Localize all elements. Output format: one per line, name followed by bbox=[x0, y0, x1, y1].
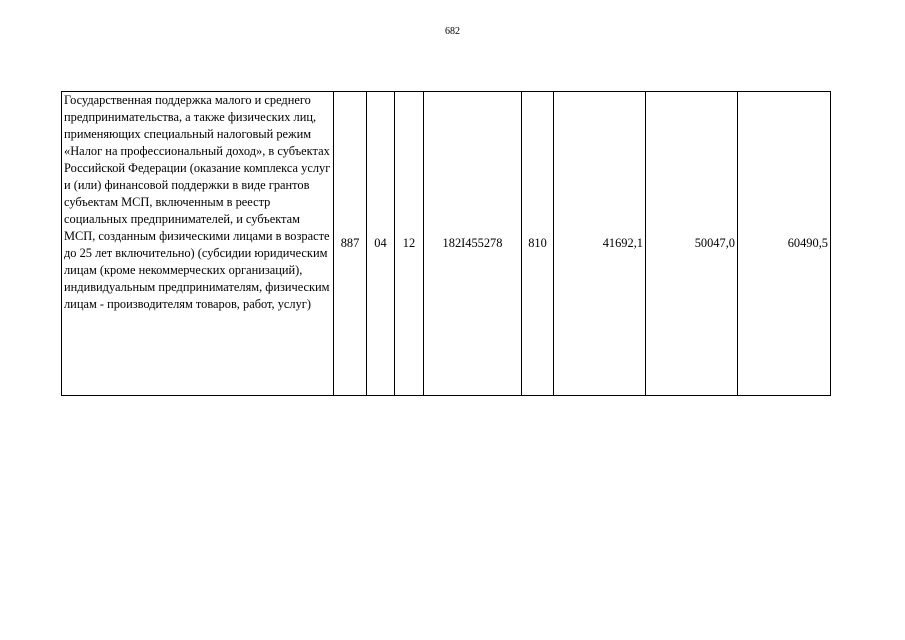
section-cell: 04 bbox=[367, 92, 395, 396]
amount-year-2-cell: 50047,0 bbox=[646, 92, 738, 396]
budget-table bbox=[61, 91, 831, 396]
expense-type-cell: 810 bbox=[522, 92, 554, 396]
amount-year-1-cell: 41692,1 bbox=[554, 92, 646, 396]
ministry-code-cell: 887 bbox=[334, 92, 367, 396]
amount-year-3-cell: 60490,5 bbox=[738, 92, 831, 396]
page-number: 682 bbox=[445, 26, 460, 37]
table-row bbox=[62, 92, 831, 396]
target-article-cell: 182I455278 bbox=[424, 92, 522, 396]
subsection-cell: 12 bbox=[395, 92, 424, 396]
row-description: Государственная поддержка малого и среднего предпринимательства, а также физических лиц, применяющих специальный налоговый режим «Налог на профессиональный доход», в субъектах Российской Федерации (оказание комплекса услуг и (или) финансовой поддержки в виде грантов субъектам МСП, включенным в реестр социальных предпринимателей, и субъектам МСП, созданным физическими лицами в возрасте до 25 лет включительно) (субсидии юридическим лицам (кроме некоммерческих организаций), индивидуальным предпринимателям, физическим лицам - производителям товаров, работ, услуг) bbox=[62, 92, 334, 396]
